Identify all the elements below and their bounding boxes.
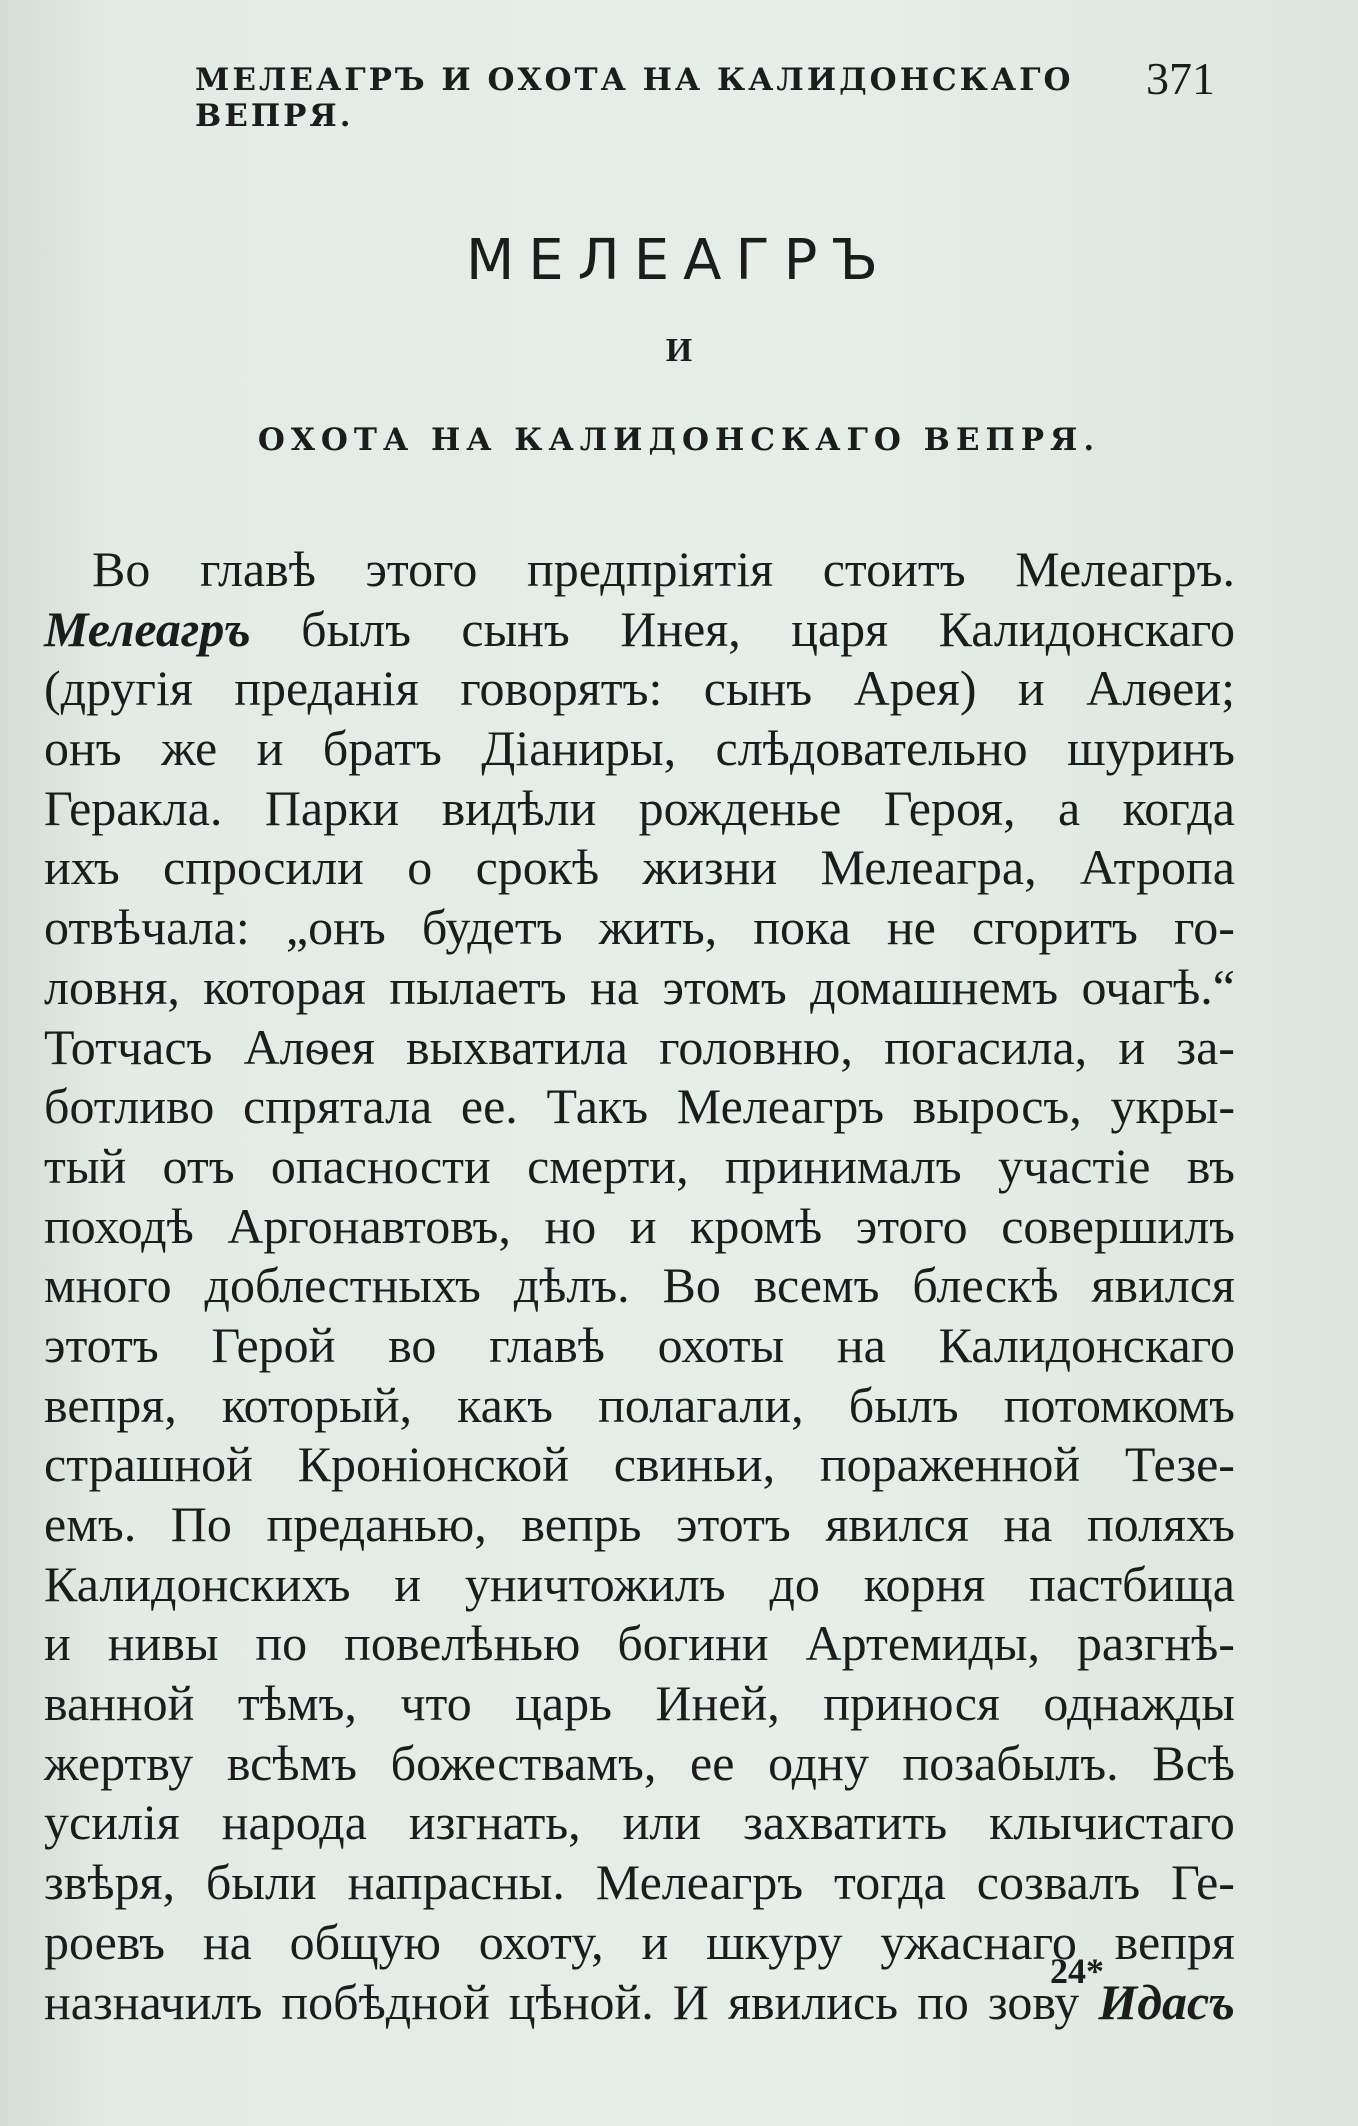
word: усилія [44,1794,180,1851]
word: Артемиды, [805,1615,1040,1672]
word: преданью, [266,1496,487,1552]
word: и [44,1615,71,1672]
word: назначилъ [44,1973,263,2030]
chapter-subtitle: ОХОТА НА КАЛИДОНСКАГО ВЕПРЯ. [257,422,1101,458]
word: всемъ [753,1257,880,1314]
word: Арея) [853,660,977,717]
word: Идасъ [1098,1973,1235,2030]
word: шуринъ [1067,720,1235,777]
word: поляхъ [1086,1496,1235,1552]
text-line [44,1614,1235,1674]
word: погасила, [884,1018,1088,1075]
word: тѣмъ, [237,1675,357,1732]
word: дѣлъ. [513,1257,630,1314]
word: говорятъ: [460,660,663,717]
word: на [590,958,640,1015]
word: Во [92,541,151,597]
word: Мелеагръ [44,600,251,657]
word: и [641,1913,669,1970]
word: всѣмъ [226,1734,357,1791]
word: вепря [1114,1913,1235,1970]
word: этомъ [662,958,787,1015]
word: Инея, [620,600,741,657]
word: этотъ [44,1316,159,1373]
word: ихъ [44,839,120,896]
word: тый [44,1137,127,1194]
text-line [44,1853,1235,1913]
word: Калидонскихъ [44,1555,351,1612]
word: пылаетъ [389,958,567,1015]
word: принималъ [724,1137,962,1194]
word: головню, [659,1018,853,1075]
word: и [256,720,284,777]
word: общую [289,1913,441,1970]
text-line [44,779,1235,839]
word: Тотчасъ [44,1018,213,1075]
word: явился [1091,1257,1235,1314]
word: очагѣ.“ [1081,958,1235,1015]
word: Калидонскаго [938,1316,1235,1373]
text-line [44,600,1235,660]
word: жить, [598,899,718,956]
word: Всѣ [1152,1734,1235,1791]
word: кромѣ [690,1197,823,1254]
word: совершилъ [1001,1197,1235,1254]
printer-signature: 24* [1050,1951,1104,1991]
word: разгнѣ- [1076,1615,1235,1672]
word: отъ [162,1137,235,1194]
word: ее [690,1734,735,1791]
word: (другія [44,660,193,717]
word: явился [825,1496,969,1552]
word: во [388,1316,437,1373]
text-line [44,838,1235,898]
word: сынъ [461,600,570,657]
word: будетъ [421,899,563,956]
word: ванной [44,1675,195,1732]
word: одну [768,1734,869,1791]
word: блескѣ [912,1257,1059,1314]
word: этого [365,541,478,597]
word: ужаснаго [880,1913,1077,1970]
word: пастбища [1029,1555,1235,1612]
word: много [44,1257,172,1314]
word: принося [823,1675,1000,1732]
word: ее. [460,1078,518,1135]
text-line [44,1495,1235,1555]
word: опасности [270,1137,491,1194]
word: страшной [44,1436,253,1493]
word: по [917,1973,969,2030]
word: до [769,1555,820,1612]
word: же [161,720,218,777]
word: о [407,839,433,896]
word: доблестныхъ [204,1257,481,1314]
word: спрятала [243,1078,433,1135]
word: царя [791,600,889,657]
word: сгоритъ [971,899,1138,956]
word: жизни [642,839,778,896]
word: тогда [834,1854,946,1911]
word: домашнемъ [810,958,1059,1015]
text-line [44,1555,1235,1615]
text-line [44,1734,1235,1794]
word: вепря, [44,1376,177,1433]
word: божествамъ, [390,1734,657,1791]
word: полагали, [598,1376,804,1433]
word: и [629,1197,657,1254]
word: и [394,1555,422,1612]
word: Парки [264,779,400,836]
word: народа [221,1794,367,1851]
word: что [400,1675,472,1732]
word: стоитъ [822,541,966,597]
word: и [1017,660,1045,717]
word: ловня, [44,958,180,1015]
word: царь [515,1675,612,1732]
word: которая [203,958,366,1015]
word: Алѳеи; [1086,660,1235,717]
word: и [1118,1018,1146,1075]
text-line [44,898,1235,958]
word: созвалъ [976,1854,1141,1911]
text-line [44,1018,1235,1078]
word: цѣной. [508,1973,654,2030]
word: участіе [997,1137,1151,1194]
word: этого [855,1197,968,1254]
text-line [44,958,1235,1018]
chapter-conjunction: И [665,332,693,369]
word: Калидонскаго [938,600,1235,657]
word: Иней, [655,1675,780,1732]
word: Героя, [883,779,1016,836]
word: Мелеагръ [676,1078,885,1135]
word: срокѣ [475,839,600,896]
word: не [886,899,936,956]
word: позабылъ. [902,1734,1119,1791]
word: Кроніонской [297,1436,570,1493]
word: или [622,1794,702,1851]
word: Герой [211,1316,336,1373]
word: „онъ [285,899,386,956]
word: который, [221,1376,412,1433]
text-line [44,1376,1235,1436]
word: свиньи, [613,1436,776,1493]
word: походѣ [44,1197,194,1254]
word: на [202,1913,252,1970]
word: зову [987,1973,1080,2030]
text-line [44,1435,1235,1495]
word: предпріятія [526,541,774,597]
text-line [44,1793,1235,1853]
word: на [836,1316,886,1373]
word: звѣря, [44,1854,176,1911]
word: сынъ [703,660,813,717]
text-line [44,1137,1235,1197]
word: какъ [457,1376,553,1433]
word: клычистаго [989,1794,1235,1851]
word: главѣ [489,1316,605,1373]
word: этотъ [676,1496,791,1552]
text-line [44,659,1235,719]
word: на [1003,1496,1053,1552]
word: выросъ, [912,1078,1082,1135]
word: онъ [44,720,122,777]
word: захватить [743,1794,948,1851]
text-line [44,1316,1235,1376]
word: спросили [163,839,364,896]
word: жертву [44,1734,194,1791]
word: богини [617,1615,769,1672]
word: охоты [657,1316,785,1373]
word: былъ [848,1376,959,1433]
word: Такъ [546,1078,649,1135]
word: го- [1174,899,1235,956]
word: И [672,1973,709,2030]
word: корня [863,1555,986,1612]
body-text [44,540,1235,2032]
chapter-title: МЕЛЕАГРЪ [465,228,893,293]
text-line [44,1256,1235,1316]
word: преданія [234,660,419,717]
word: нивы [107,1615,219,1672]
word: пока [753,899,851,956]
word: Мелеагръ [595,1854,804,1911]
word: По [170,1496,232,1552]
word: емъ. [44,1496,137,1552]
word: Мелеагръ. [1015,541,1235,597]
word: слѣдовательно [715,720,1028,777]
running-head [195,52,1215,134]
word: братъ [322,720,442,777]
word: за- [1176,1018,1235,1075]
word: однажды [1043,1675,1235,1732]
text-line [44,719,1235,779]
word: рожденье [638,779,842,836]
word: Тезе- [1124,1436,1235,1493]
word: уничтожилъ [464,1555,726,1612]
word: роевъ [44,1913,166,1970]
word: были [205,1854,317,1911]
text-line [44,540,1235,600]
word: а [1057,779,1081,836]
word: Атропа [1079,839,1235,896]
word: Аргонавтовъ, [227,1197,511,1254]
word: но [544,1197,597,1254]
word: побѣдной [281,1973,490,2030]
word: охоту, [478,1913,604,1970]
word: Діаниры, [481,720,677,777]
word: Геракла. [44,779,223,836]
word: укры- [1110,1078,1235,1135]
word: видѣли [441,779,597,836]
word: вепрь [521,1496,642,1552]
word: пораженной [819,1436,1081,1493]
running-title: МЕЛЕАГРЪ И ОХОТА НА КАЛИДОНСКАГО ВЕПРЯ. [195,62,1074,134]
word: Алѳея [243,1018,375,1075]
word: Мелеагра, [820,839,1037,896]
word: изгнать, [408,1794,581,1851]
word: смерти, [527,1137,689,1194]
page-number: 371 [1146,53,1215,104]
word: напрасны. [347,1854,565,1911]
word: потомкомъ [1003,1376,1235,1433]
word: выхватила [406,1018,628,1075]
word: когда [1122,779,1235,836]
text-line [44,1197,1235,1257]
word: по [255,1615,308,1672]
text-line [44,1077,1235,1137]
word: ботливо [44,1078,215,1135]
word: явились [727,1973,899,2030]
word: главѣ [199,541,316,597]
word: отвѣчала: [44,899,250,956]
word: Во [662,1257,721,1314]
word: шкуру [706,1913,843,1970]
word: въ [1186,1137,1235,1194]
word: Ге- [1171,1854,1235,1911]
text-line [44,1674,1235,1734]
word: повелѣнью [344,1615,581,1672]
word: былъ [301,600,411,657]
